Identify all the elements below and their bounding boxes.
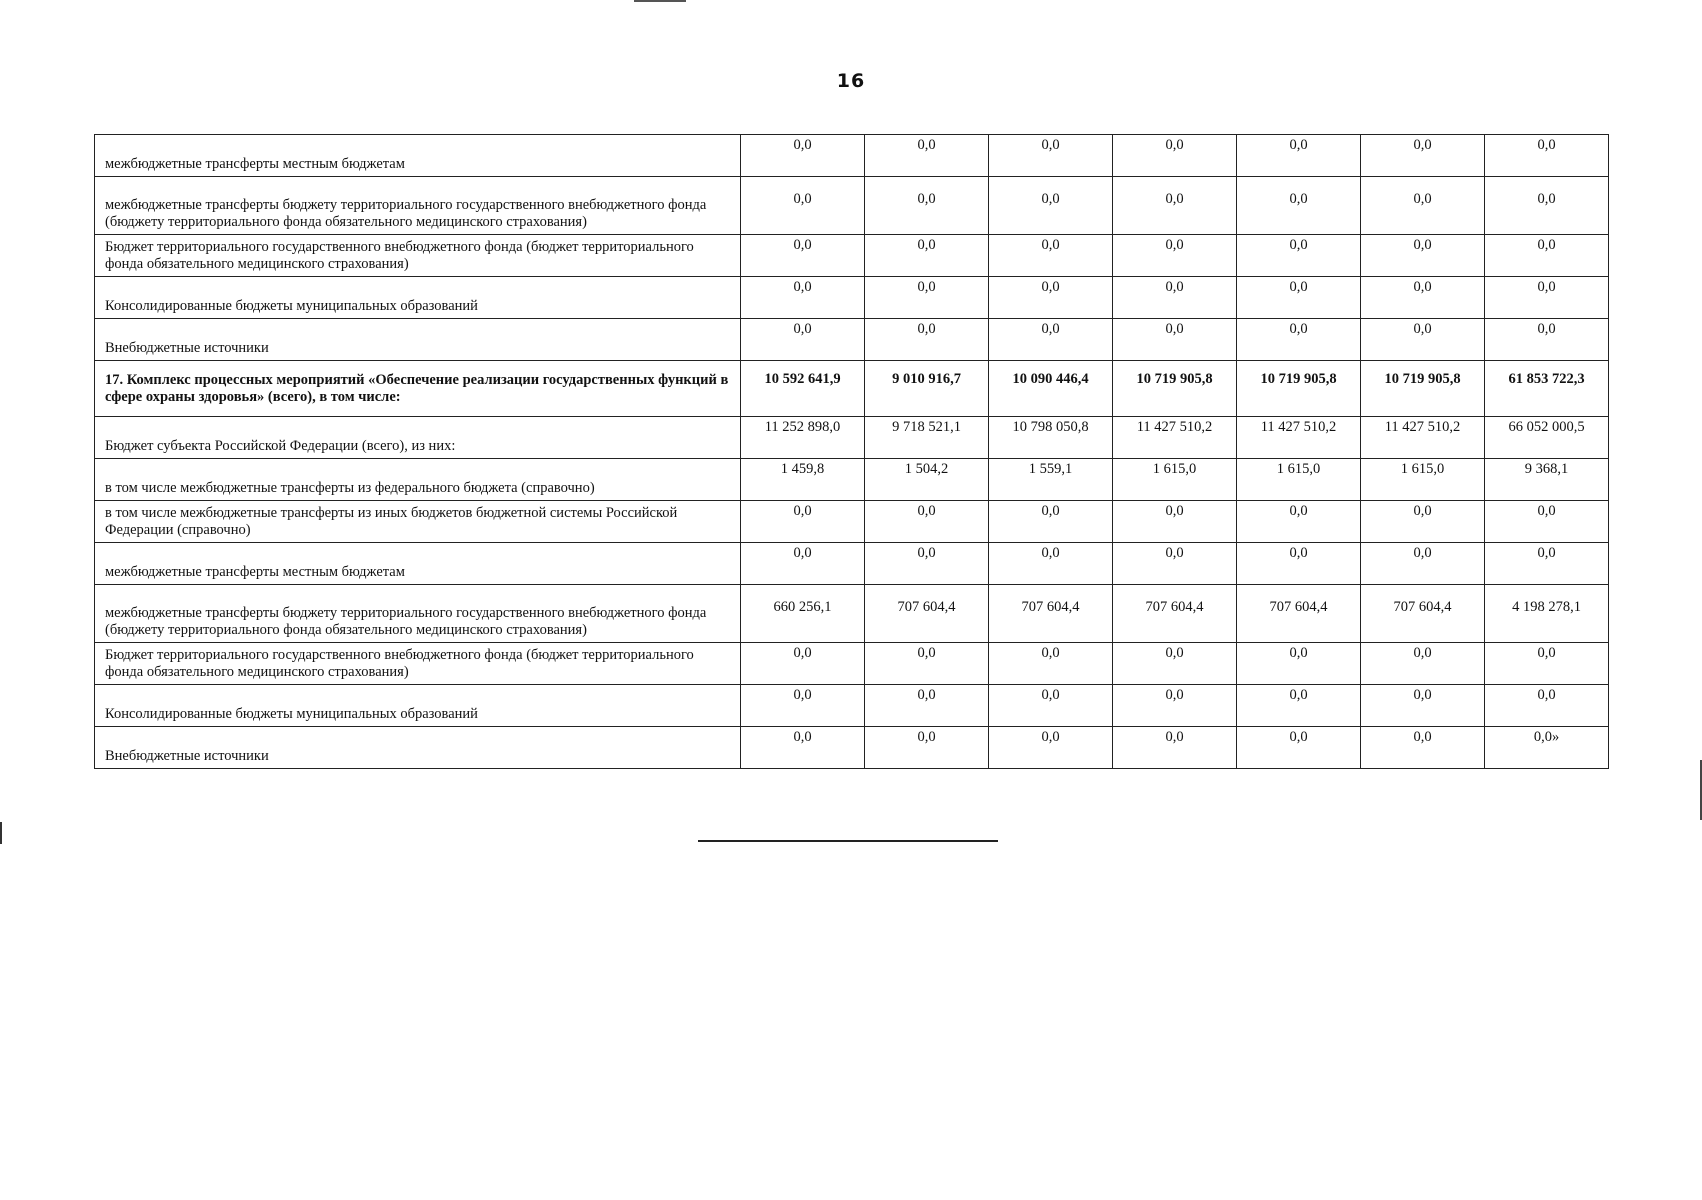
cell-value: 10 798 050,8 (989, 417, 1113, 459)
cell-value: 0,0 (1361, 501, 1485, 543)
cell-value: 0,0 (865, 277, 989, 319)
cell-value: 0,0 (865, 177, 989, 235)
cell-value: 0,0 (1237, 501, 1361, 543)
cell-value: 0,0 (1361, 643, 1485, 685)
row-label: межбюджетные трансферты местным бюджетам (95, 543, 741, 585)
cell-value: 0,0 (865, 685, 989, 727)
cell-value: 0,0 (1113, 177, 1237, 235)
footer-rule (698, 840, 998, 842)
cell-value: 0,0 (865, 235, 989, 277)
cell-value: 0,0 (1361, 319, 1485, 361)
row-label: Бюджет территориального государственного внебюджетного фонда (бюджет территориального фонда обязательного медицинского страхования) (95, 643, 741, 685)
table-row (95, 417, 1609, 459)
cell-value: 0,0 (1361, 543, 1485, 585)
cell-value: 10 090 446,4 (989, 361, 1113, 417)
cell-value: 0,0 (989, 727, 1113, 769)
cell-value: 0,0 (1237, 135, 1361, 177)
cell-value: 9 010 916,7 (865, 361, 989, 417)
cell-value: 0,0 (865, 727, 989, 769)
cell-value: 1 615,0 (1237, 459, 1361, 501)
cell-value: 0,0 (865, 543, 989, 585)
cell-value: 0,0 (1485, 501, 1609, 543)
page-number: 16 (836, 70, 866, 92)
cell-value: 0,0 (865, 501, 989, 543)
cell-value: 0,0 (989, 277, 1113, 319)
scan-edge-mark (634, 0, 686, 2)
cell-value: 707 604,4 (865, 585, 989, 643)
cell-value: 0,0 (741, 319, 865, 361)
table-body (95, 135, 1609, 769)
table-row (95, 459, 1609, 501)
cell-value: 0,0 (741, 135, 865, 177)
table-row (95, 585, 1609, 643)
cell-value: 0,0 (1485, 177, 1609, 235)
cell-value: 0,0 (1237, 235, 1361, 277)
cell-value: 0,0 (1113, 319, 1237, 361)
cell-value: 11 252 898,0 (741, 417, 865, 459)
cell-value: 0,0 (741, 543, 865, 585)
cell-value: 11 427 510,2 (1237, 417, 1361, 459)
cell-value: 0,0 (1237, 177, 1361, 235)
cell-value: 10 719 905,8 (1361, 361, 1485, 417)
row-label: Внебюджетные источники (95, 727, 741, 769)
table-row (95, 319, 1609, 361)
cell-value: 0,0 (1237, 727, 1361, 769)
cell-value: 0,0 (1361, 177, 1485, 235)
cell-value: 0,0 (1237, 319, 1361, 361)
cell-value: 0,0 (989, 501, 1113, 543)
table-row (95, 235, 1609, 277)
cell-value: 11 427 510,2 (1113, 417, 1237, 459)
cell-value: 1 615,0 (1113, 459, 1237, 501)
table-row (95, 727, 1609, 769)
cell-value: 0,0 (1113, 543, 1237, 585)
cell-value: 0,0 (1113, 135, 1237, 177)
row-label: межбюджетные трансферты местным бюджетам (95, 135, 741, 177)
cell-value: 0,0 (989, 235, 1113, 277)
cell-value: 0,0 (1361, 235, 1485, 277)
cell-value: 0,0 (989, 685, 1113, 727)
table-row (95, 177, 1609, 235)
cell-value: 0,0 (741, 501, 865, 543)
cell-value: 0,0 (1113, 277, 1237, 319)
cell-value: 11 427 510,2 (1361, 417, 1485, 459)
cell-value: 0,0 (989, 319, 1113, 361)
cell-value: 0,0 (741, 727, 865, 769)
table-row (95, 277, 1609, 319)
cell-value: 0,0 (741, 277, 865, 319)
cell-value: 707 604,4 (1113, 585, 1237, 643)
cell-value: 0,0 (1485, 235, 1609, 277)
cell-value: 66 052 000,5 (1485, 417, 1609, 459)
table-row (95, 501, 1609, 543)
cell-value: 0,0 (865, 135, 989, 177)
cell-value: 0,0 (1361, 685, 1485, 727)
cell-value: 0,0 (1113, 235, 1237, 277)
row-label: в том числе межбюджетные трансферты из иных бюджетов бюджетной системы Российской Федерации (справочно) (95, 501, 741, 543)
row-label: Консолидированные бюджеты муниципальных образований (95, 277, 741, 319)
cell-value: 4 198 278,1 (1485, 585, 1609, 643)
cell-value: 0,0 (1237, 643, 1361, 685)
cell-value: 0,0 (1113, 643, 1237, 685)
cell-value: 0,0 (741, 685, 865, 727)
cell-value: 0,0 (741, 643, 865, 685)
cell-value: 0,0 (989, 643, 1113, 685)
cell-value: 0,0 (989, 177, 1113, 235)
table-row (95, 643, 1609, 685)
cell-value: 0,0 (741, 177, 865, 235)
cell-value: 0,0 (1361, 727, 1485, 769)
cell-value: 10 592 641,9 (741, 361, 865, 417)
cell-value: 0,0 (1237, 277, 1361, 319)
cell-value: 0,0 (1485, 277, 1609, 319)
cell-value: 0,0 (1485, 643, 1609, 685)
cell-value: 1 559,1 (989, 459, 1113, 501)
cell-value: 0,0 (1113, 727, 1237, 769)
row-label: Внебюджетные источники (95, 319, 741, 361)
table-row (95, 685, 1609, 727)
cell-value: 1 504,2 (865, 459, 989, 501)
cell-value: 9 718 521,1 (865, 417, 989, 459)
row-label: Консолидированные бюджеты муниципальных образований (95, 685, 741, 727)
cell-value: 0,0 (1485, 543, 1609, 585)
row-label: Бюджет территориального государственного внебюджетного фонда (бюджет территориального фонда обязательного медицинского страхования) (95, 235, 741, 277)
cell-value: 1 615,0 (1361, 459, 1485, 501)
cell-value: 9 368,1 (1485, 459, 1609, 501)
row-label: Бюджет субъекта Российской Федерации (всего), из них: (95, 417, 741, 459)
row-label: межбюджетные трансферты бюджету территориального государственного внебюджетного фонда (бюджету территориального фонда обязательного медицинского страхования) (95, 585, 741, 643)
cell-value: 707 604,4 (989, 585, 1113, 643)
row-label: в том числе межбюджетные трансферты из федерального бюджета (справочно) (95, 459, 741, 501)
cell-value: 0,0 (865, 319, 989, 361)
cell-value: 0,0 (1113, 501, 1237, 543)
cell-value: 61 853 722,3 (1485, 361, 1609, 417)
cell-value: 0,0 (741, 235, 865, 277)
cell-value: 707 604,4 (1361, 585, 1485, 643)
cell-value: 10 719 905,8 (1237, 361, 1361, 417)
section-title: 17. Комплекс процессных мероприятий «Обеспечение реализации государственных функций в сфере охраны здоровья» (всего), в том числе: (95, 361, 741, 417)
cell-value: 0,0» (1485, 727, 1609, 769)
row-label: межбюджетные трансферты бюджету территориального государственного внебюджетного фонда (бюджету территориального фонда обязательного медицинского страхования) (95, 177, 741, 235)
cell-value: 0,0 (1237, 543, 1361, 585)
cell-value: 0,0 (1485, 685, 1609, 727)
table-row-section-total (95, 361, 1609, 417)
cell-value: 0,0 (989, 135, 1113, 177)
cell-value: 10 719 905,8 (1113, 361, 1237, 417)
cell-value: 0,0 (1237, 685, 1361, 727)
cell-value: 0,0 (1361, 277, 1485, 319)
table-row (95, 135, 1609, 177)
cell-value: 0,0 (1485, 319, 1609, 361)
budget-table (94, 134, 1609, 769)
cell-value: 0,0 (865, 643, 989, 685)
cell-value: 0,0 (1113, 685, 1237, 727)
table-row (95, 543, 1609, 585)
cell-value: 0,0 (1485, 135, 1609, 177)
cell-value: 660 256,1 (741, 585, 865, 643)
cell-value: 1 459,8 (741, 459, 865, 501)
scan-edge-mark (0, 822, 2, 844)
cell-value: 0,0 (1361, 135, 1485, 177)
cell-value: 707 604,4 (1237, 585, 1361, 643)
cell-value: 0,0 (989, 543, 1113, 585)
